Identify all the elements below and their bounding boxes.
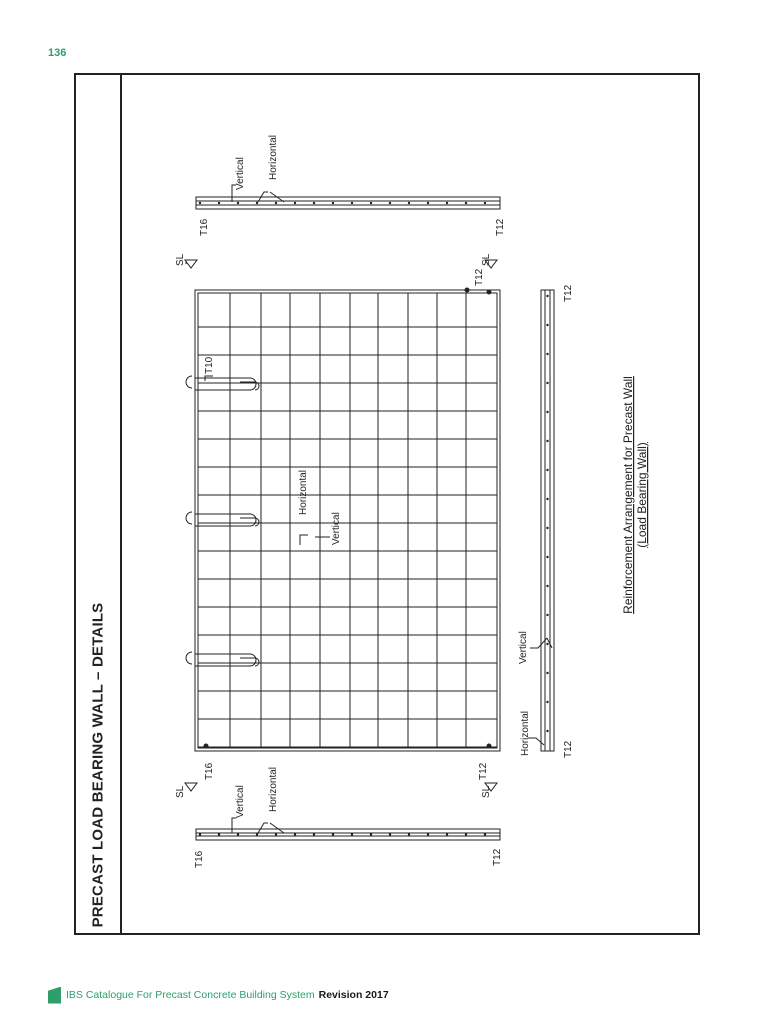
rebar-dot (546, 353, 548, 355)
rebar-dot (465, 833, 467, 835)
rebar-dot (546, 614, 548, 616)
rebar-dot (546, 643, 548, 645)
label-vertical-side: Vertical (518, 631, 529, 664)
rebar-dot (199, 833, 201, 835)
label-horizontal-bottom: Horizontal (268, 766, 279, 812)
label-t16-top: T16 (199, 218, 210, 236)
rebar-dot (484, 833, 486, 835)
rebar-dot (427, 833, 429, 835)
rebar-dot (256, 833, 258, 835)
rebar-dot (275, 833, 277, 835)
label-t12-top: T12 (495, 218, 506, 236)
page-number: 136 (48, 47, 67, 59)
rebar-dot (218, 833, 220, 835)
label-t12-panel-bottom: T12 (478, 762, 489, 780)
footer-catalogue-title: IBS Catalogue For Precast Concrete Building System (66, 989, 315, 1001)
rebar-dot (446, 833, 448, 835)
rebar-dot (546, 672, 548, 674)
label-sl-top-left: SL (175, 253, 186, 266)
rebar-dot (237, 202, 239, 204)
rebar-dot (218, 202, 220, 204)
rebar-dot (332, 833, 334, 835)
rebar-dot (546, 469, 548, 471)
rebar-dot (546, 527, 548, 529)
rebar-dot (275, 202, 277, 204)
label-t10: T10 (204, 356, 215, 374)
label-t12-bottom: T12 (492, 848, 503, 866)
rebar-dot (332, 202, 334, 204)
rebar-dot (256, 202, 258, 204)
rebar-dot (546, 556, 548, 558)
label-t12-panel-top: T12 (474, 268, 485, 286)
footer-revision: Revision 2017 (318, 989, 389, 1001)
lifting-loops (186, 376, 259, 666)
side-wall-section (528, 290, 554, 751)
label-t16-bottom: T16 (194, 850, 205, 868)
caption-line-2: (Load Bearing Wall) (635, 442, 649, 548)
top-wall-section (185, 185, 500, 268)
bottom-wall-section (185, 783, 500, 840)
page-title: PRECAST LOAD BEARING WALL – DETAILS (89, 602, 107, 928)
label-horizontal-centre: Horizontal (298, 469, 309, 515)
label-t12-side-bottom: T12 (563, 740, 574, 758)
rebar-dot (351, 833, 353, 835)
label-sl-top-right: SL (481, 253, 492, 266)
rebar-dot (294, 833, 296, 835)
page-footer (48, 985, 389, 1005)
rebar-dot (546, 295, 548, 297)
rebar-dot (237, 833, 239, 835)
rebar-dot (546, 411, 548, 413)
label-sl-bottom-right: SL (481, 785, 492, 798)
rebar-dot (408, 202, 410, 204)
rebar-dot (313, 202, 315, 204)
rebar-dot (546, 440, 548, 442)
rebar-dot (546, 382, 548, 384)
rebar-dot (199, 202, 201, 204)
label-sl-bottom-left: SL (175, 785, 186, 798)
rebar-dot (484, 202, 486, 204)
rebar-dot (546, 585, 548, 587)
rebar-dot (370, 202, 372, 204)
label-vertical-bottom: Vertical (235, 785, 246, 818)
catalogue-logo-icon (48, 987, 61, 1004)
rebar-dot (546, 730, 548, 732)
label-t16-panel-bottom: T16 (204, 762, 215, 780)
rebar-dot (389, 833, 391, 835)
rebar-dot (351, 202, 353, 204)
rebar-dot (370, 833, 372, 835)
wall-elevation-panel (186, 288, 500, 751)
caption-line-1: Reinforcement Arrangement for Precast Wall (621, 376, 635, 614)
rebar-dot (546, 701, 548, 703)
rebar-dot (294, 202, 296, 204)
rebar-dot (427, 202, 429, 204)
label-horizontal-top: Horizontal (268, 134, 279, 180)
rebar-dot (465, 202, 467, 204)
label-horizontal-side: Horizontal (520, 710, 531, 756)
label-vertical-centre: Vertical (331, 512, 342, 545)
rebar-dot (408, 833, 410, 835)
rebar-dot (313, 833, 315, 835)
rebar-dot (546, 498, 548, 500)
rebar-dot (446, 202, 448, 204)
label-t12-side-top: T12 (563, 284, 574, 302)
rebar-dot (546, 324, 548, 326)
rebar-dot (389, 202, 391, 204)
label-vertical-top: Vertical (235, 157, 246, 190)
